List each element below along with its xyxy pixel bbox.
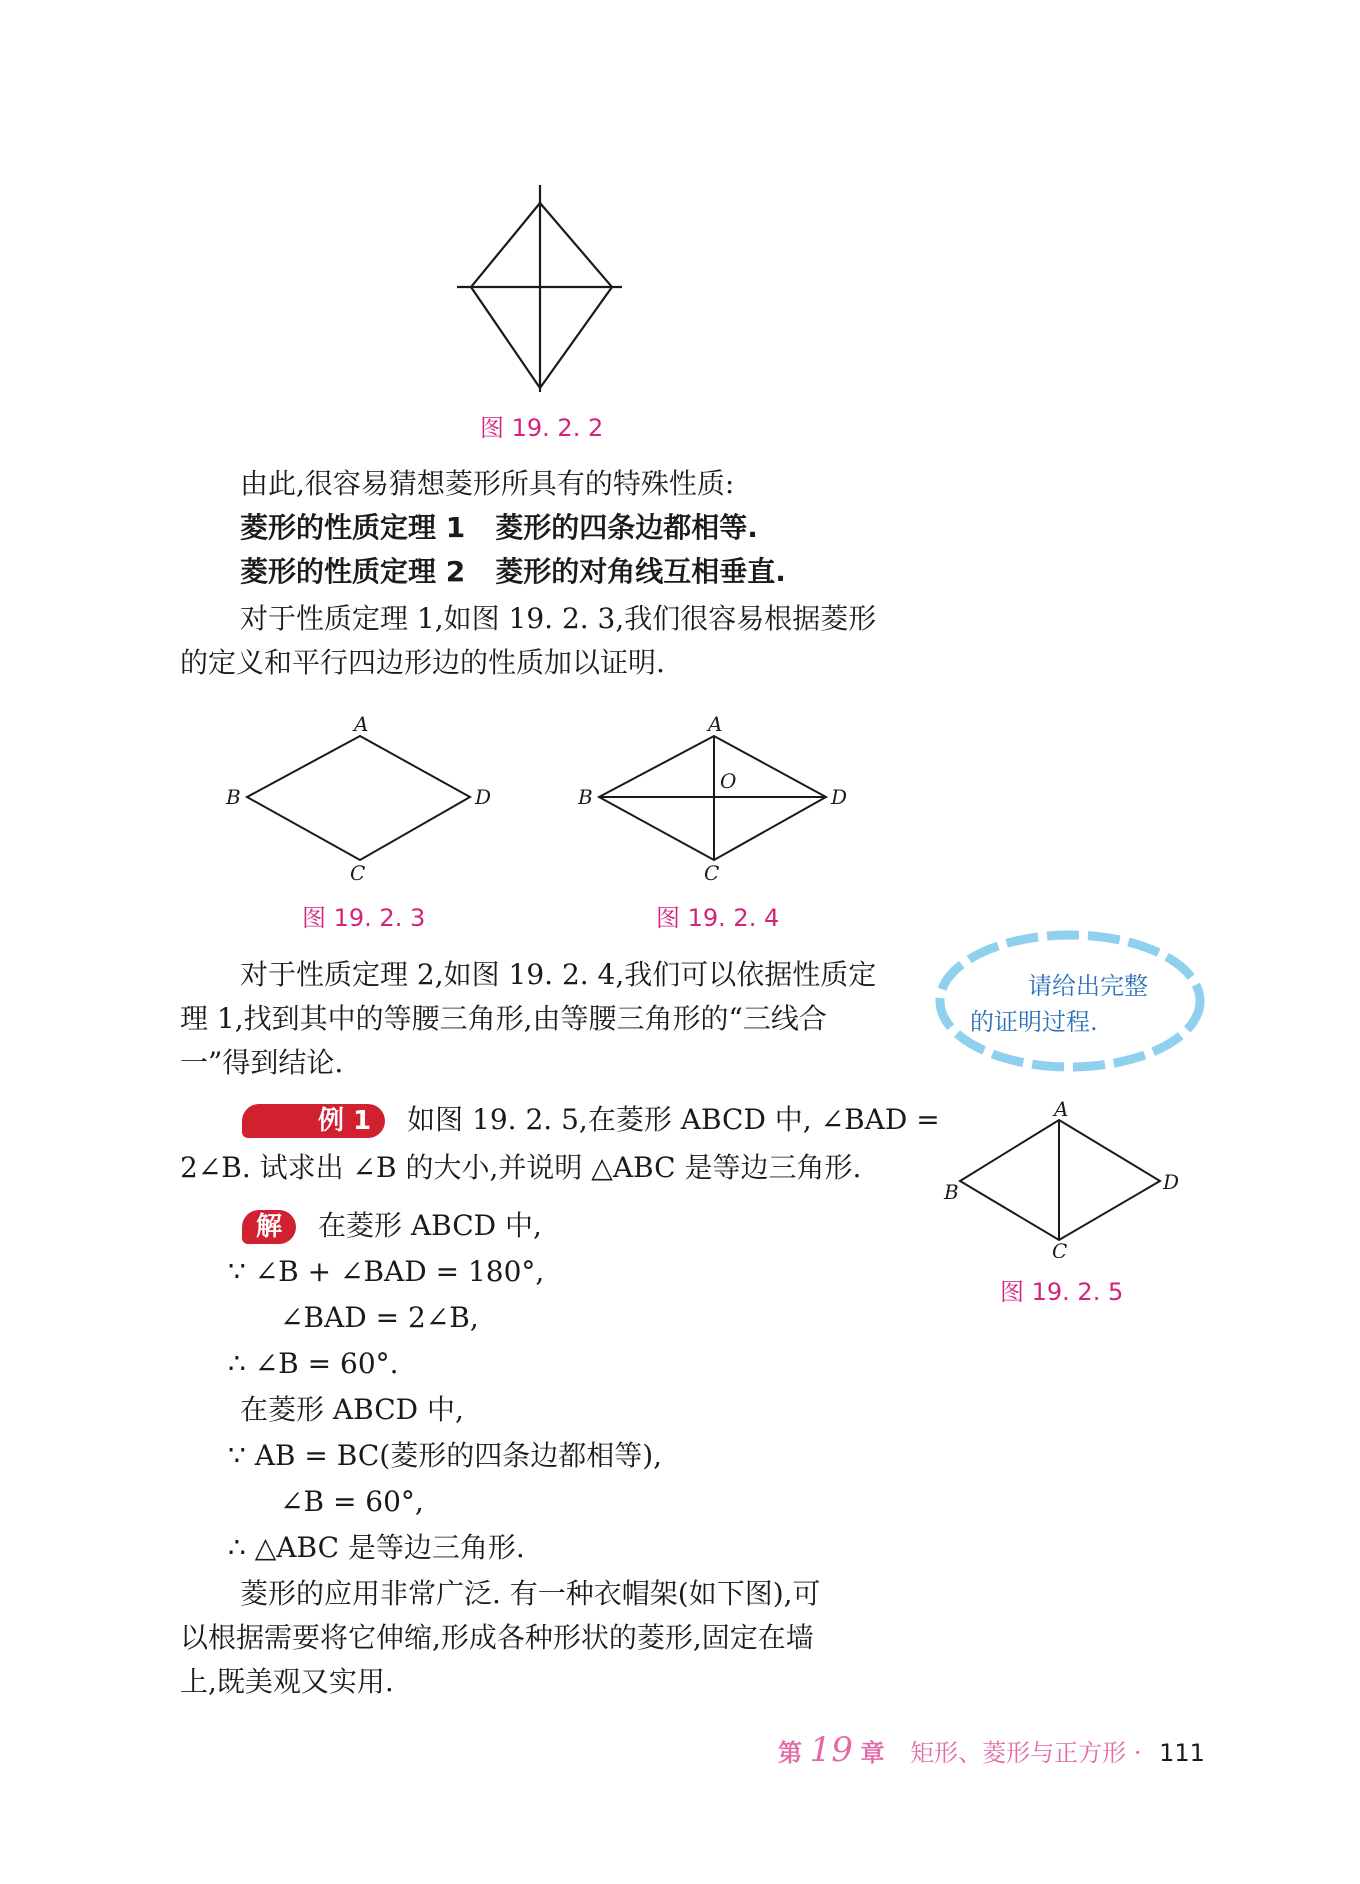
paragraph: 的定义和平行四边形边的性质加以证明. [180, 646, 665, 679]
figure-19-2-3 [220, 712, 500, 882]
theorem-2 [180, 550, 900, 594]
theorem-label: 菱形的性质定理 2 [240, 555, 466, 588]
figure-caption: 图 19. 2. 4 [656, 904, 780, 932]
vertex-label-d: D [475, 785, 492, 809]
paragraph: 理 1,找到其中的等腰三角形,由等腰三角形的“三线合 [180, 1002, 827, 1035]
solution-badge: 解 [242, 1210, 296, 1244]
rhombus [471, 203, 612, 388]
figure-19-2-2 [450, 180, 630, 395]
page-footer [778, 1730, 1205, 1770]
figure-19-2-4 [578, 712, 858, 882]
example-text: 如图 19. 2. 5,在菱形 ABCD 中, ∠BAD = [407, 1103, 940, 1136]
solution-line: ∠BAD = 2∠B, [280, 1301, 479, 1334]
paragraph: 对于性质定理 2,如图 19. 2. 4,我们可以依据性质定 [240, 958, 877, 991]
solution-text: 在菱形 ABCD 中, [318, 1209, 542, 1242]
solution-line-1 [242, 1204, 962, 1248]
paragraph: 上,既美观又实用. [180, 1665, 394, 1698]
vertex-label-d: D [831, 785, 848, 809]
chapter-suffix: 章 [860, 1739, 885, 1767]
side-note [930, 926, 1210, 1076]
theorem-label: 菱形的性质定理 1 [240, 511, 466, 544]
page-number: 111 [1159, 1739, 1205, 1767]
paragraph: 对于性质定理 1,如图 19. 2. 3,我们很容易根据菱形 [240, 602, 877, 635]
paragraph: 菱形的应用非常广泛. 有一种衣帽架(如下图),可 [240, 1577, 821, 1610]
theorem-text: 菱形的四条边都相等. [495, 511, 758, 544]
example-line-2: 2∠B. 试求出 ∠B 的大小,并说明 △ABC 是等边三角形. [180, 1151, 862, 1184]
figure-19-2-5 [940, 1098, 1190, 1258]
vertex-label-a: A [354, 712, 369, 736]
figure-caption: 图 19. 2. 3 [302, 904, 426, 932]
vertex-label-b: B [944, 1180, 959, 1204]
solution-line: 在菱形 ABCD 中, [240, 1393, 464, 1426]
vertex-label-a: A [708, 712, 723, 736]
center-label-o: O [720, 769, 737, 793]
paragraph: 一”得到结论. [180, 1046, 344, 1079]
note-line-2: 的证明过程. [970, 1008, 1098, 1036]
solution-line: ∴ △ABC 是等边三角形. [228, 1531, 525, 1564]
chapter-title: 矩形、菱形与正方形 · [910, 1739, 1142, 1767]
vertex-label-a: A [1054, 1098, 1069, 1121]
chapter-number: 19 [809, 1730, 853, 1770]
theorem-text: 菱形的对角线互相垂直. [495, 555, 786, 588]
vertex-label-c: C [350, 861, 366, 882]
vertex-label-b: B [226, 785, 241, 809]
vertex-label-b: B [578, 785, 593, 809]
rhombus-abcd [247, 736, 470, 860]
paragraph: 以根据需要将它伸缩,形成各种形状的菱形,固定在墙 [180, 1621, 814, 1654]
vertex-label-c: C [704, 861, 720, 882]
solution-line: ∵ AB = BC(菱形的四条边都相等), [228, 1439, 663, 1472]
theorem-1 [180, 506, 900, 550]
solution-line: ∵ ∠B + ∠BAD = 180°, [228, 1255, 545, 1288]
chapter-prefix: 第 [778, 1739, 802, 1767]
example-badge: 例 1 [242, 1104, 385, 1138]
paragraph: 由此,很容易猜想菱形所具有的特殊性质: [240, 467, 735, 500]
vertex-label-d: D [1163, 1170, 1180, 1194]
note-bubble [930, 926, 1210, 1076]
solution-line: ∴ ∠B = 60°. [228, 1347, 399, 1380]
vertex-label-c: C [1052, 1239, 1068, 1258]
solution-line: ∠B = 60°, [280, 1485, 424, 1518]
example-line-1 [180, 1098, 940, 1142]
note-line-1: 请给出完整 [1028, 972, 1148, 1000]
figure-caption: 图 19. 2. 2 [480, 414, 604, 442]
figure-caption: 图 19. 2. 5 [1000, 1278, 1124, 1306]
